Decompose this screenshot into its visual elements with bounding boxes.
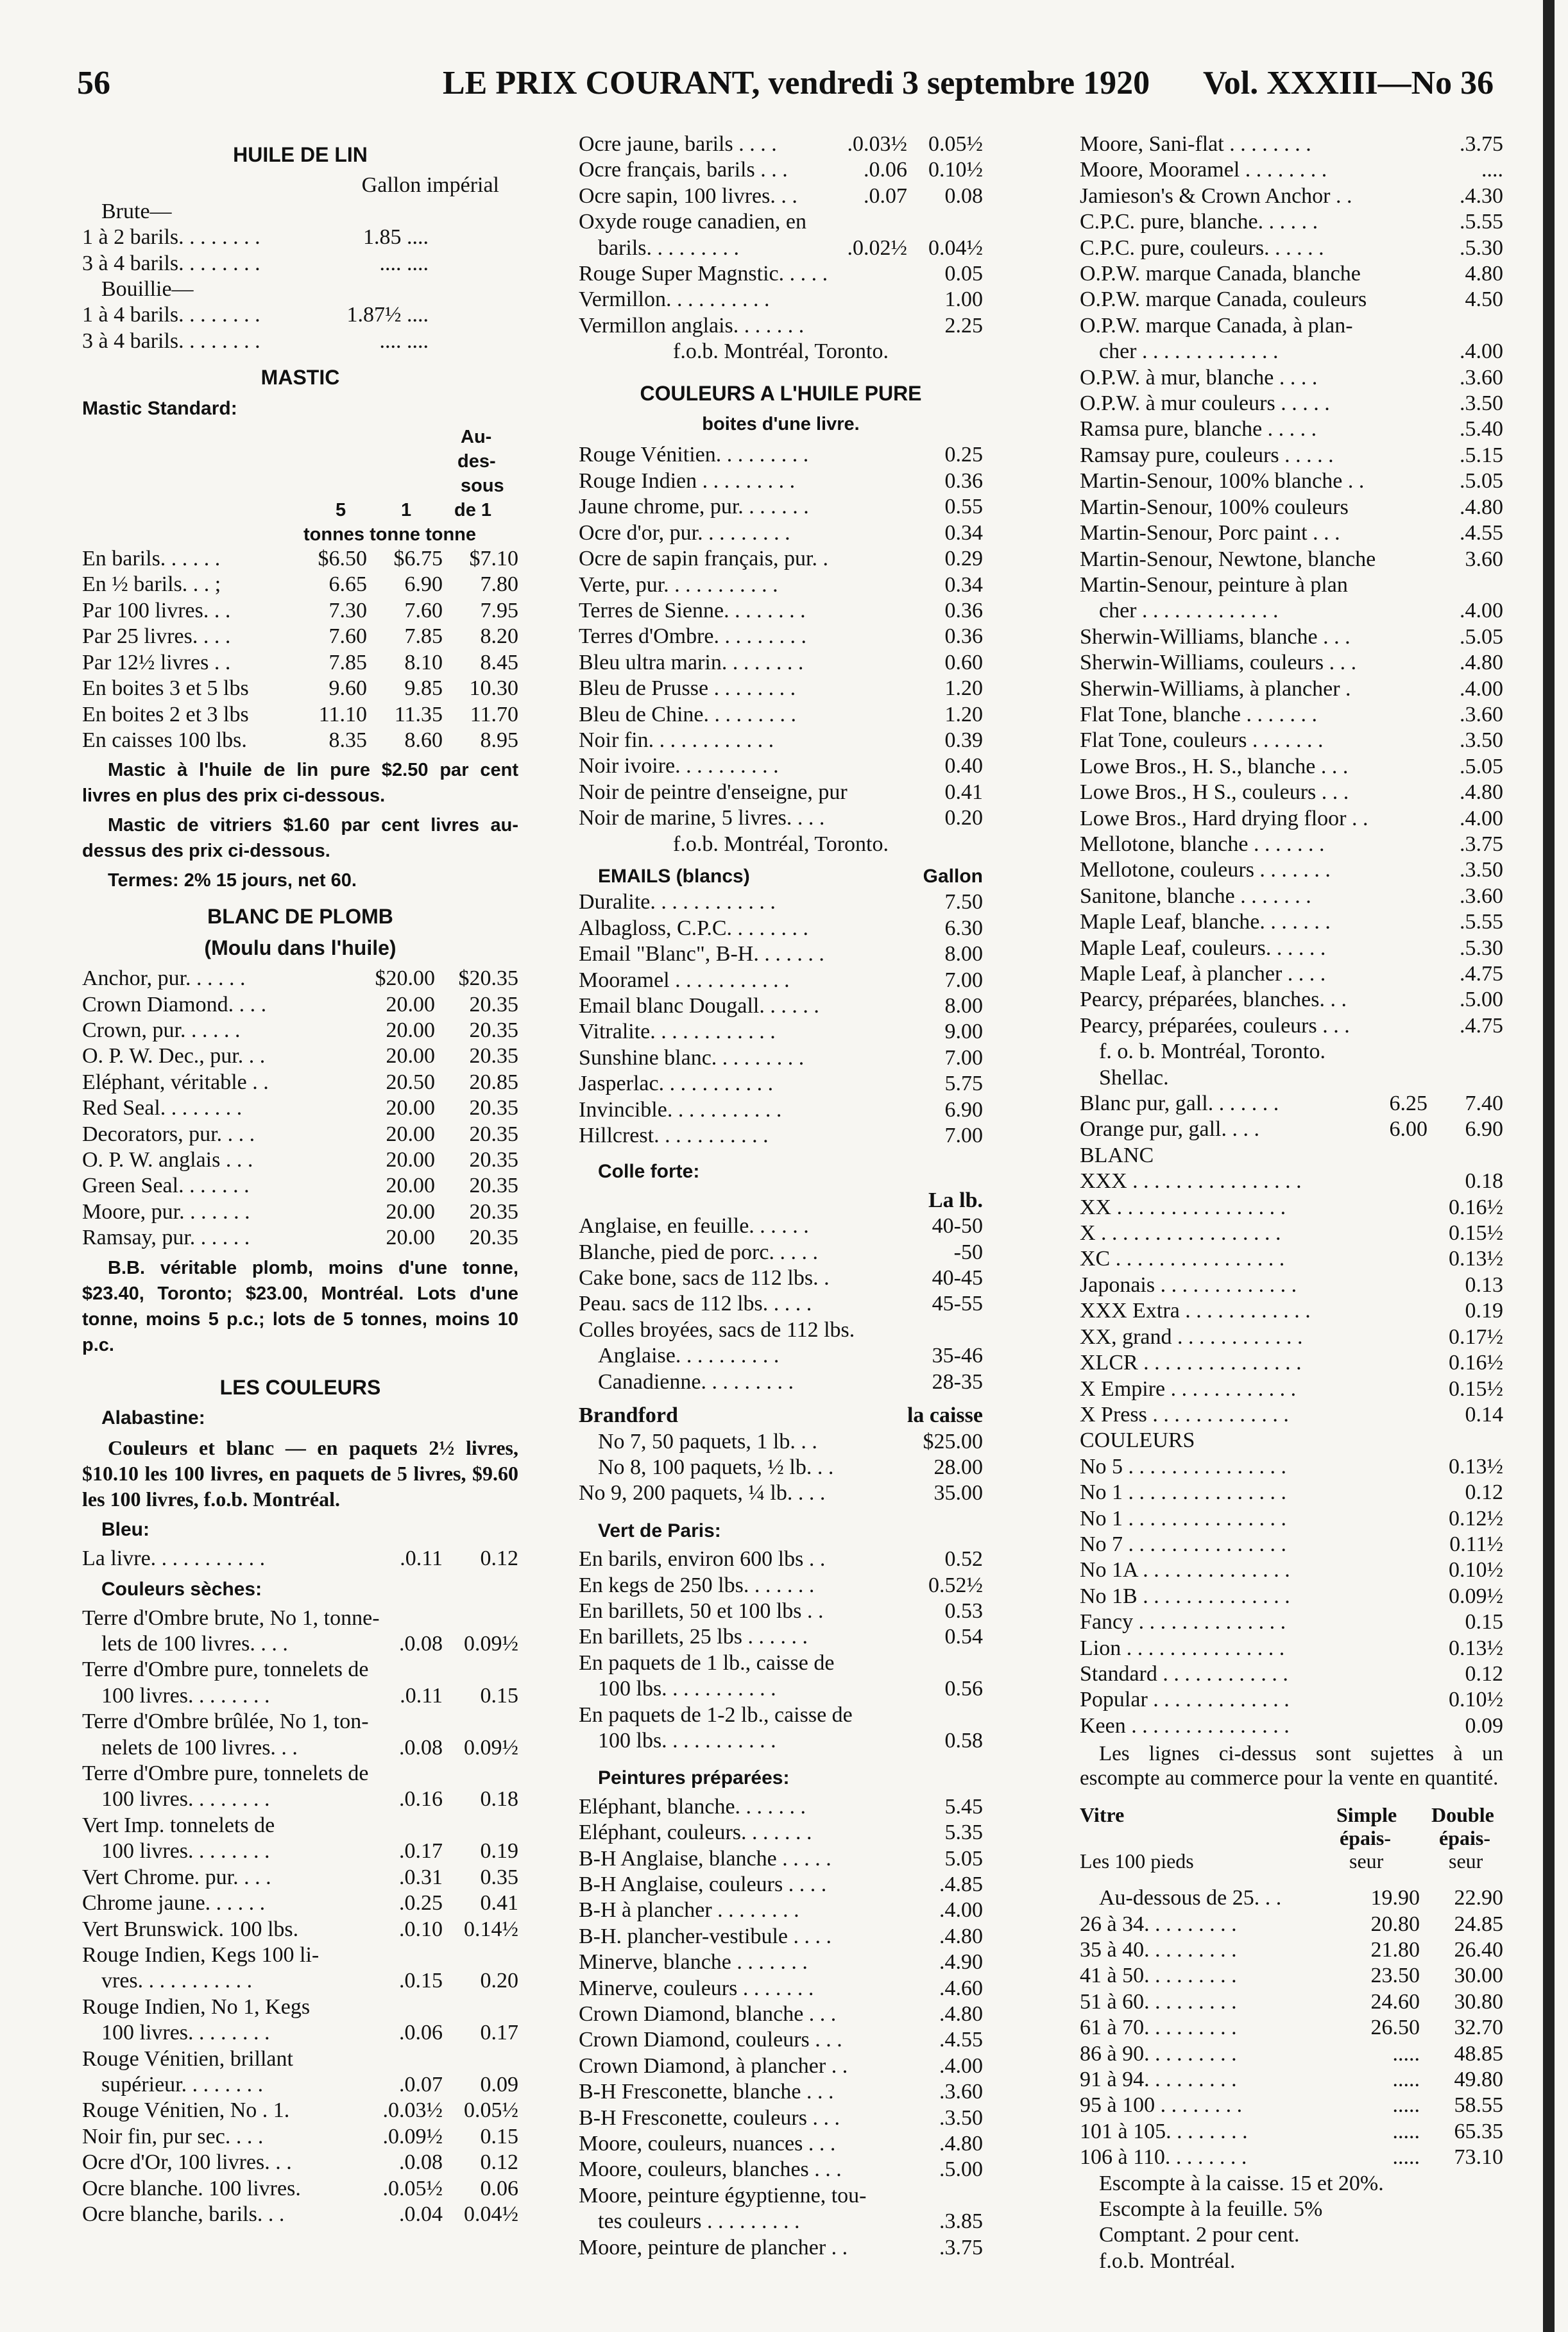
table-row: Duralite. . . . . . . . . . . . 7.50 bbox=[579, 890, 983, 914]
table-row: 41 à 50. . . . . . . . . 23.50 30.00 bbox=[1080, 1964, 1503, 1988]
volume-number: Vol. XXXIII—No 36 bbox=[1203, 65, 1494, 101]
colle-unit: La lb. bbox=[928, 1188, 983, 1212]
table-row: 100 livres. . . . . . . . .0.17 0.19 bbox=[101, 1839, 518, 1864]
seches-label: Couleurs sèches: bbox=[101, 1579, 262, 1600]
table-row: Ocre blanche. 100 livres. .0.05½ 0.06 bbox=[82, 2176, 518, 2200]
column-2 bbox=[579, 132, 983, 2261]
table-row: Ocre de sapin français, pur. . 0.29 bbox=[579, 547, 983, 571]
table-row: Red Seal. . . . . . . . 20.00 20.35 bbox=[82, 1096, 518, 1120]
table-row: Vermillon. . . . . . . . . . 1.00 bbox=[579, 287, 983, 312]
table-row: La livre. . . . . . . . . . . .0.11 0.12 bbox=[82, 1546, 518, 1570]
table-row: Email "Blanc", B-H. . . . . . . 8.00 bbox=[579, 942, 983, 966]
blanc-title: BLANC bbox=[1080, 1143, 1154, 1167]
table-row: Ocre français, barils . . . .0.06 0.10½ bbox=[579, 158, 983, 182]
table-row: Terres d'Ombre. . . . . . . . . 0.36 bbox=[579, 624, 983, 649]
table-row: 100 lbs. . . . . . . . . . . 0.56 bbox=[598, 1677, 983, 1701]
table-row: C.P.C. pure, blanche. . . . . . .5.55 bbox=[1080, 210, 1503, 234]
table-row: Chrome jaune. . . . . . .0.25 0.41 bbox=[82, 1891, 518, 1916]
table-row: Moore, couleurs, blanches . . . .5.00 bbox=[579, 2157, 983, 2182]
table-row: No 8, 100 paquets, ½ lb. . . 28.00 bbox=[598, 1455, 983, 1479]
table-row: 51 à 60. . . . . . . . . 24.60 30.80 bbox=[1080, 1989, 1503, 2014]
table-row: Noir de marine, 5 livres. . . . 0.20 bbox=[579, 806, 983, 830]
item-line: Colles broyées, sacs de 112 lbs. bbox=[579, 1317, 855, 1342]
table-row: Lowe Bros., H S., couleurs . . . .4.80 bbox=[1080, 780, 1503, 805]
table-row: Blanc pur, gall. . . . . . . 6.25 7.40 bbox=[1080, 1092, 1503, 1116]
table-row: B-H. plancher-vestibule . . . . .4.80 bbox=[579, 1924, 983, 1948]
table-row: Minerve, couleurs . . . . . . . .4.60 bbox=[579, 1976, 983, 2000]
table-row: B-H Fresconette, couleurs . . . .3.50 bbox=[579, 2105, 983, 2130]
table-row: Terres de Sienne. . . . . . . . 0.36 bbox=[579, 598, 983, 622]
table-row: Moore, couleurs, nuances . . . .4.80 bbox=[579, 2132, 983, 2156]
table-row: Crown Diamond, à plancher . . .4.00 bbox=[579, 2053, 983, 2078]
table-row: En barillets, 50 et 100 lbs . . 0.53 bbox=[579, 1599, 983, 1623]
table-row: 26 à 34. . . . . . . . . 20.80 24.85 bbox=[1080, 1912, 1503, 1936]
table-row: B-H Anglaise, couleurs . . . . .4.85 bbox=[579, 1873, 983, 1896]
table-row: Martin-Senour, 100% couleurs .4.80 bbox=[1080, 495, 1503, 519]
table-row: O.P.W. marque Canada, couleurs 4.50 bbox=[1080, 287, 1503, 312]
table-row: Vermillon anglais. . . . . . . 2.25 bbox=[579, 313, 983, 338]
table-row: Vert Chrome. pur. . . . .0.31 0.35 bbox=[82, 1865, 518, 1889]
brandford-header: Brandford la caisse bbox=[579, 1403, 983, 1428]
huile-brute-label: Brute— bbox=[101, 199, 172, 223]
table-row: XXX . . . . . . . . . . . . . . . . 0.18 bbox=[1080, 1169, 1503, 1194]
table-row: Blanche, pied de porc. . . . . -50 bbox=[579, 1240, 983, 1264]
table-row: Mellotone, blanche . . . . . . . .3.75 bbox=[1080, 832, 1503, 856]
table-row: Bleu de Chine. . . . . . . . . 1.20 bbox=[579, 702, 983, 726]
table-row: No 1A . . . . . . . . . . . . . . 0.10½ bbox=[1080, 1558, 1503, 1582]
mastic-note-1: Mastic à l'huile de lin pure $2.50 par cent livres en plus des prix ci-dessous. bbox=[82, 760, 518, 807]
table-row: Ocre sapin, 100 livres. . . .0.07 0.08 bbox=[579, 184, 983, 208]
table-row: Rouge Vénitien. . . . . . . . . 0.25 bbox=[579, 443, 983, 467]
table-row: XX . . . . . . . . . . . . . . . . 0.16½ bbox=[1080, 1195, 1503, 1219]
section-title-mastic: MASTIC bbox=[260, 366, 340, 390]
table-row: En ½ barils. . . ; 6.65 6.90 7.80 bbox=[82, 572, 518, 597]
couleurs-title: COULEURS bbox=[1080, 1428, 1195, 1453]
table-row: 86 à 90. . . . . . . . . ..... 48.85 bbox=[1080, 2041, 1503, 2066]
emails-header: EMAILS (blancs) Gallon bbox=[598, 865, 983, 887]
table-row: Vitralite. . . . . . . . . . . . 9.00 bbox=[579, 1020, 983, 1044]
table-row: Ocre d'or, pur. . . . . . . . . 0.34 bbox=[579, 520, 983, 545]
table-row: Pearcy, préparées, couleurs . . . .4.75 bbox=[1080, 1013, 1503, 1038]
vitre-footnote: Comptant. 2 pour cent. bbox=[1099, 2223, 1300, 2247]
table-row: Pearcy, préparées, blanches. . . .5.00 bbox=[1080, 988, 1503, 1012]
item-line: Martin-Senour, peinture à plan bbox=[1080, 572, 1348, 597]
table-row: Anglaise, en feuille. . . . . . 40-50 bbox=[579, 1214, 983, 1239]
table-row: Noir fin, pur sec. . . . .0.09½ 0.15 bbox=[82, 2124, 518, 2148]
table-row: Moore, pur. . . . . . . 20.00 20.35 bbox=[82, 1199, 518, 1224]
table-row: Lowe Bros., H. S., blanche . . . .5.05 bbox=[1080, 754, 1503, 778]
table-row: 1 à 2 barils. . . . . . . . 1.85 .... bbox=[82, 225, 429, 250]
table-row: En boites 3 et 5 lbs 9.60 9.85 10.30 bbox=[82, 676, 518, 701]
bleu-label: Bleu: bbox=[101, 1519, 149, 1541]
table-row: Lowe Bros., Hard drying floor . . .4.00 bbox=[1080, 806, 1503, 830]
item-line: Terre d'Ombre brute, No 1, tonne- bbox=[82, 1606, 380, 1630]
table-row: Martin-Senour, Newtone, blanche 3.60 bbox=[1080, 547, 1503, 571]
table-row: Fancy . . . . . . . . . . . . . . 0.15 bbox=[1080, 1610, 1503, 1634]
table-row: Crown, pur. . . . . . 20.00 20.35 bbox=[82, 1018, 518, 1042]
table-row: XX, grand . . . . . . . . . . . . 0.17½ bbox=[1080, 1325, 1503, 1349]
table-row: Verte, pur. . . . . . . . . . . 0.34 bbox=[579, 572, 983, 597]
table-row: vres. . . . . . . . . . . .0.15 0.20 bbox=[101, 1969, 518, 1993]
section-title-huile: HUILE DE LIN bbox=[233, 143, 368, 166]
mastic-note-2: Mastic de vitriers $1.60 par cent livres au-dessus des prix ci-dessous. bbox=[82, 815, 518, 862]
table-row: cher . . . . . . . . . . . . . .4.00 bbox=[1099, 339, 1503, 364]
table-row: 95 à 100 . . . . . . . . ..... 58.55 bbox=[1080, 2093, 1503, 2118]
table-row: Mooramel . . . . . . . . . . . 7.00 bbox=[579, 968, 983, 992]
table-row: Sherwin-Williams, à plancher . .4.00 bbox=[1080, 676, 1503, 701]
table-row: 100 livres. . . . . . . . .0.11 0.15 bbox=[101, 1683, 518, 1708]
shellac-title: Shellac. bbox=[1099, 1065, 1169, 1090]
mastic-column-headers: Au- des- sous 5 1 de 1 tonnes tonne tonne bbox=[303, 427, 504, 545]
table-row: Albagloss, C.P.C. . . . . . . . 6.30 bbox=[579, 916, 983, 940]
fob-line: f.o.b. Montréal, Toronto. bbox=[673, 832, 889, 856]
table-row: Eléphant, véritable . . 20.50 20.85 bbox=[82, 1070, 518, 1094]
page-edge-bar bbox=[1543, 0, 1555, 2332]
huile-bouillie-label: Bouillie— bbox=[101, 277, 194, 302]
table-row: Par 12½ livres . . 7.85 8.10 8.45 bbox=[82, 650, 518, 674]
table-row: 35 à 40. . . . . . . . . 21.80 26.40 bbox=[1080, 1938, 1503, 1962]
table-row: Invincible. . . . . . . . . . . 6.90 bbox=[579, 1097, 983, 1122]
table-row: Martin-Senour, 100% blanche . . .5.05 bbox=[1080, 469, 1503, 493]
table-row: No 1B . . . . . . . . . . . . . . 0.09½ bbox=[1080, 1584, 1503, 1608]
table-row: Bleu ultra marin. . . . . . . . 0.60 bbox=[579, 650, 983, 674]
table-row: No 7, 50 paquets, 1 lb. . . $25.00 bbox=[598, 1429, 983, 1453]
table-row: Decorators, pur. . . . 20.00 20.35 bbox=[82, 1122, 518, 1146]
table-row: Moore, peinture de plancher . . .3.75 bbox=[579, 2235, 983, 2259]
table-row: Rouge Indien . . . . . . . . . 0.36 bbox=[579, 468, 983, 493]
table-row: Jamieson's & Crown Anchor . . .4.30 bbox=[1080, 184, 1503, 208]
table-row: lets de 100 livres. . . . .0.08 0.09½ bbox=[101, 1632, 518, 1656]
section-title-huile-pure: COULEURS A L'HUILE PURE bbox=[640, 381, 922, 405]
table-row: XC . . . . . . . . . . . . . . . . 0.13½ bbox=[1080, 1247, 1503, 1271]
table-row: X . . . . . . . . . . . . . . . . . 0.15½ bbox=[1080, 1221, 1503, 1246]
table-row: Par 100 livres. . . 7.30 7.60 7.95 bbox=[82, 598, 518, 622]
table-row: Popular . . . . . . . . . . . . . 0.10½ bbox=[1080, 1688, 1503, 1712]
table-row: Canadienne. . . . . . . . . 28-35 bbox=[598, 1369, 983, 1394]
table-row: O. P. W. Dec., pur. . . 20.00 20.35 bbox=[82, 1044, 518, 1068]
table-row: 91 à 94. . . . . . . . . ..... 49.80 bbox=[1080, 2068, 1503, 2092]
table-row: Sunshine blanc. . . . . . . . . 7.00 bbox=[579, 1045, 983, 1070]
table-row: No 9, 200 paquets, ¼ lb. . . . 35.00 bbox=[579, 1481, 983, 1505]
section-title-plomb: BLANC DE PLOMB bbox=[207, 905, 393, 929]
table-row: 3 à 4 barils. . . . . . . . .... .... bbox=[82, 329, 429, 353]
table-row: Moore, Mooramel . . . . . . . . .... bbox=[1080, 158, 1503, 182]
table-row: Vert Brunswick. 100 lbs. .0.10 0.14½ bbox=[82, 1917, 518, 1941]
item-line: Terre d'Ombre pure, tonnelets de bbox=[82, 1762, 369, 1786]
table-row: No 7 . . . . . . . . . . . . . . . 0.11½ bbox=[1080, 1532, 1503, 1556]
column-3 bbox=[1080, 132, 1503, 2274]
table-row: Ocre d'Or, 100 livres. . . .0.08 0.12 bbox=[82, 2150, 518, 2175]
table-row: Keen . . . . . . . . . . . . . . . 0.09 bbox=[1080, 1713, 1503, 1738]
section-title-couleurs: LES COULEURS bbox=[219, 1375, 381, 1399]
item-line: Rouge Vénitien, brillant bbox=[82, 2046, 293, 2071]
table-row: Japonais . . . . . . . . . . . . . 0.13 bbox=[1080, 1273, 1503, 1297]
table-row: O. P. W. anglais . . . 20.00 20.35 bbox=[82, 1147, 518, 1172]
page-title: LE PRIX COURANT, vendredi 3 septembre 1920 bbox=[443, 65, 1150, 101]
table-row: Sanitone, blanche . . . . . . . .3.60 bbox=[1080, 884, 1503, 908]
table-row: Crown Diamond, couleurs . . . .4.55 bbox=[579, 2028, 983, 2052]
table-row: O.P.W. à mur couleurs . . . . . .3.50 bbox=[1080, 391, 1503, 416]
table-row: Cake bone, sacs de 112 lbs. . 40-45 bbox=[579, 1266, 983, 1290]
table-row: supérieur. . . . . . . . .0.07 0.09 bbox=[101, 2072, 518, 2096]
table-row: Rouge Super Magnstic. . . . . 0.05 bbox=[579, 262, 983, 286]
table-row: Peau. sacs de 112 lbs. . . . . 45-55 bbox=[579, 1292, 983, 1316]
table-row: barils. . . . . . . . . .0.02½ 0.04½ bbox=[598, 236, 983, 260]
table-row: tes couleurs . . . . . . . . . .3.85 bbox=[598, 2209, 983, 2234]
table-row: X Empire . . . . . . . . . . . . 0.15½ bbox=[1080, 1376, 1503, 1401]
table-row: Hillcrest. . . . . . . . . . . 7.00 bbox=[579, 1124, 983, 1148]
item-line: O.P.W. marque Canada, à plan- bbox=[1080, 313, 1353, 338]
item-line: En paquets de 1 lb., caisse de bbox=[579, 1650, 835, 1675]
escompte-note: Les lignes ci-dessus sont sujettes à un escompte au commerce pour la vente en quantité. bbox=[1080, 1742, 1503, 1790]
colle-title: Colle forte: bbox=[598, 1161, 700, 1183]
table-row: Jaune chrome, pur. . . . . . . 0.55 bbox=[579, 495, 983, 519]
table-row: Standard . . . . . . . . . . . . 0.12 bbox=[1080, 1661, 1503, 1686]
table-row: Maple Leaf, blanche. . . . . . . .5.55 bbox=[1080, 910, 1503, 934]
plomb-subtitle: (Moulu dans l'huile) bbox=[204, 936, 396, 959]
vitre-header: Vitre Simple Double épais- épais- Les 100 pieds seur seur bbox=[1080, 1803, 1494, 1873]
table-row: Martin-Senour, Porc paint . . . .4.55 bbox=[1080, 521, 1503, 545]
table-row: Eléphant, blanche. . . . . . . 5.45 bbox=[579, 1794, 983, 1819]
table-row: Crown Diamond, blanche . . . .4.80 bbox=[579, 2002, 983, 2027]
table-row: Minerve, blanche . . . . . . . .4.90 bbox=[579, 1950, 983, 1975]
alabastine-label: Alabastine: bbox=[101, 1407, 205, 1428]
item-line: Vert Imp. tonnelets de bbox=[82, 1813, 275, 1837]
table-row: No 1 . . . . . . . . . . . . . . . 0.12 bbox=[1080, 1480, 1503, 1505]
table-row: En barillets, 25 lbs . . . . . . 0.54 bbox=[579, 1625, 983, 1649]
table-row: Sherwin-Williams, blanche . . . .5.05 bbox=[1080, 624, 1503, 649]
table-row: En barils. . . . . . $6.50 $6.75 $7.10 bbox=[82, 547, 518, 571]
column-1 bbox=[82, 132, 518, 2227]
table-row: Ocre jaune, barils . . . . .0.03½ 0.05½ bbox=[579, 132, 983, 156]
vitre-footnote: f.o.b. Montréal. bbox=[1099, 2249, 1236, 2273]
item-line: Terre d'Ombre brûlée, No 1, ton- bbox=[82, 1710, 369, 1734]
table-row: X Press . . . . . . . . . . . . . 0.14 bbox=[1080, 1402, 1503, 1427]
table-row: Flat Tone, blanche . . . . . . . .3.60 bbox=[1080, 702, 1503, 726]
table-row: 101 à 105. . . . . . . . ..... 65.35 bbox=[1080, 2119, 1503, 2143]
preparees-title: Peintures préparées: bbox=[598, 1767, 790, 1789]
table-row: XLCR . . . . . . . . . . . . . . . 0.16½ bbox=[1080, 1351, 1503, 1375]
alabastine-note: Couleurs et blanc — en paquets 2½ livres, $10.10 les 100 livres, en paquets de 5 livres, $9.60 les 100 livres, f.o.b. Montréal. bbox=[82, 1436, 518, 1511]
table-row: Sherwin-Williams, couleurs . . . .4.80 bbox=[1080, 651, 1503, 675]
table-row: No 5 . . . . . . . . . . . . . . . 0.13½ bbox=[1080, 1454, 1503, 1479]
table-row: Ocre blanche, barils. . . .0.04 0.04½ bbox=[82, 2202, 518, 2226]
table-row: 3 à 4 barils. . . . . . . . .... .... bbox=[82, 251, 429, 275]
item-line: Rouge Indien, Kegs 100 li- bbox=[82, 1942, 320, 1967]
item-line: En paquets de 1-2 lb., caisse de bbox=[579, 1702, 853, 1727]
page-number: 56 bbox=[77, 65, 110, 101]
table-row: Rouge Vénitien, No . 1. .0.03½ 0.05½ bbox=[82, 2098, 518, 2123]
table-row: B-H Fresconette, blanche . . . .3.60 bbox=[579, 2080, 983, 2104]
table-row: Jasperlac. . . . . . . . . . . 5.75 bbox=[579, 1072, 983, 1096]
table-row: Anglaise. . . . . . . . . . 35-46 bbox=[598, 1344, 983, 1368]
table-row: Bleu de Prusse . . . . . . . . 1.20 bbox=[579, 676, 983, 701]
table-row: 100 livres. . . . . . . . .0.06 0.17 bbox=[101, 2021, 518, 2045]
table-row: 1 à 4 barils. . . . . . . . 1.87½ .... bbox=[82, 303, 429, 327]
item-line: Rouge Indien, No 1, Kegs bbox=[82, 1994, 311, 2019]
paris-title: Vert de Paris: bbox=[598, 1520, 721, 1541]
item-line: Moore, peinture égyptienne, tou- bbox=[579, 2183, 867, 2208]
table-row: Mellotone, couleurs . . . . . . . .3.50 bbox=[1080, 858, 1503, 882]
table-row: Par 25 livres. . . . 7.60 7.85 8.20 bbox=[82, 624, 518, 649]
table-row: Ramsa pure, blanche . . . . . .5.40 bbox=[1080, 417, 1503, 442]
table-row: Green Seal. . . . . . . 20.00 20.35 bbox=[82, 1174, 518, 1198]
table-row: En kegs de 250 lbs. . . . . . . 0.52½ bbox=[579, 1573, 983, 1597]
table-row: Noir ivoire. . . . . . . . . . 0.40 bbox=[579, 754, 983, 778]
table-row: Maple Leaf, à plancher . . . . .4.75 bbox=[1080, 962, 1503, 986]
table-row: Noir fin. . . . . . . . . . . . 0.39 bbox=[579, 728, 983, 752]
mastic-note-3: Termes: 2% 15 jours, net 60. bbox=[108, 870, 357, 891]
table-row: nelets de 100 livres. . . .0.08 0.09½ bbox=[101, 1735, 518, 1760]
table-row: En boites 2 et 3 lbs 11.10 11.35 11.70 bbox=[82, 702, 518, 726]
vitre-footnote: Escompte à la caisse. 15 et 20%. bbox=[1099, 2171, 1384, 2195]
table-row: XXX Extra . . . . . . . . . . . . 0.19 bbox=[1080, 1299, 1503, 1323]
table-row: Eléphant, couleurs. . . . . . . 5.35 bbox=[579, 1821, 983, 1845]
table-row: Anchor, pur. . . . . . $20.00 $20.35 bbox=[82, 966, 518, 991]
vitre-footnote: Escompte à la feuille. 5% bbox=[1099, 2197, 1323, 2222]
table-row: En barils, environ 600 lbs . . 0.52 bbox=[579, 1547, 983, 1572]
table-row: Crown Diamond. . . . 20.00 20.35 bbox=[82, 992, 518, 1016]
mastic-subtitle: Mastic Standard: bbox=[82, 397, 237, 419]
table-row: C.P.C. pure, couleurs. . . . . . .5.30 bbox=[1080, 236, 1503, 260]
table-row: O.P.W. à mur, blanche . . . . .3.60 bbox=[1080, 365, 1503, 390]
table-row: Au-dessous de 25. . . 19.90 22.90 bbox=[1099, 1886, 1503, 1910]
table-row: Flat Tone, couleurs . . . . . . . .3.50 bbox=[1080, 728, 1503, 753]
plomb-note: B.B. véritable plomb, moins d'une tonne, $23.40, Toronto; $23.00, Montréal. Lots d'une tonne, moins 5 p.c.; lots de 5 tonnes, moins 10 p.c. bbox=[82, 1257, 518, 1355]
table-row: 61 à 70. . . . . . . . . 26.50 32.70 bbox=[1080, 2016, 1503, 2040]
table-row: B-H Anglaise, blanche . . . . . 5.05 bbox=[579, 1846, 983, 1871]
table-row: Lion . . . . . . . . . . . . . . . 0.13½ bbox=[1080, 1636, 1503, 1660]
table-row: B-H à plancher . . . . . . . . .4.00 bbox=[579, 1898, 983, 1923]
huile-unit: Gallon impérial bbox=[361, 173, 499, 198]
table-row: En caisses 100 lbs. 8.35 8.60 8.95 bbox=[82, 728, 518, 752]
table-row: Noir de peintre d'enseigne, pur 0.41 bbox=[579, 780, 983, 804]
table-row: Email blanc Dougall. . . . . . 8.00 bbox=[579, 994, 983, 1018]
table-row: Ramsay pure, couleurs . . . . . .5.15 bbox=[1080, 443, 1503, 467]
table-row: Maple Leaf, couleurs. . . . . . .5.30 bbox=[1080, 936, 1503, 960]
table-row: Moore, Sani-flat . . . . . . . . .3.75 bbox=[1080, 132, 1503, 156]
table-row: Ramsay, pur. . . . . . 20.00 20.35 bbox=[82, 1226, 518, 1250]
table-row: cher . . . . . . . . . . . . . .4.00 bbox=[1099, 599, 1503, 623]
table-row: Orange pur, gall. . . . 6.00 6.90 bbox=[1080, 1117, 1503, 1142]
item-line: Terre d'Ombre pure, tonnelets de bbox=[82, 1658, 369, 1682]
table-row: No 1 . . . . . . . . . . . . . . . 0.12½ bbox=[1080, 1506, 1503, 1530]
table-row: O.P.W. marque Canada, blanche 4.80 bbox=[1080, 262, 1503, 286]
table-row: 100 livres. . . . . . . . .0.16 0.18 bbox=[101, 1787, 518, 1812]
item-line: Oxyde rouge canadien, en bbox=[579, 210, 806, 234]
fob-line: f. o. b. Montréal, Toronto. bbox=[1099, 1040, 1325, 1064]
huile-pure-subtitle: boites d'une livre. bbox=[702, 414, 860, 435]
page-header bbox=[0, 0, 1568, 109]
table-row: 100 lbs. . . . . . . . . . . 0.58 bbox=[598, 1728, 983, 1753]
table-row: 106 à 110. . . . . . . . ..... 73.10 bbox=[1080, 2145, 1503, 2170]
fob-line: f.o.b. Montréal, Toronto. bbox=[673, 339, 889, 364]
